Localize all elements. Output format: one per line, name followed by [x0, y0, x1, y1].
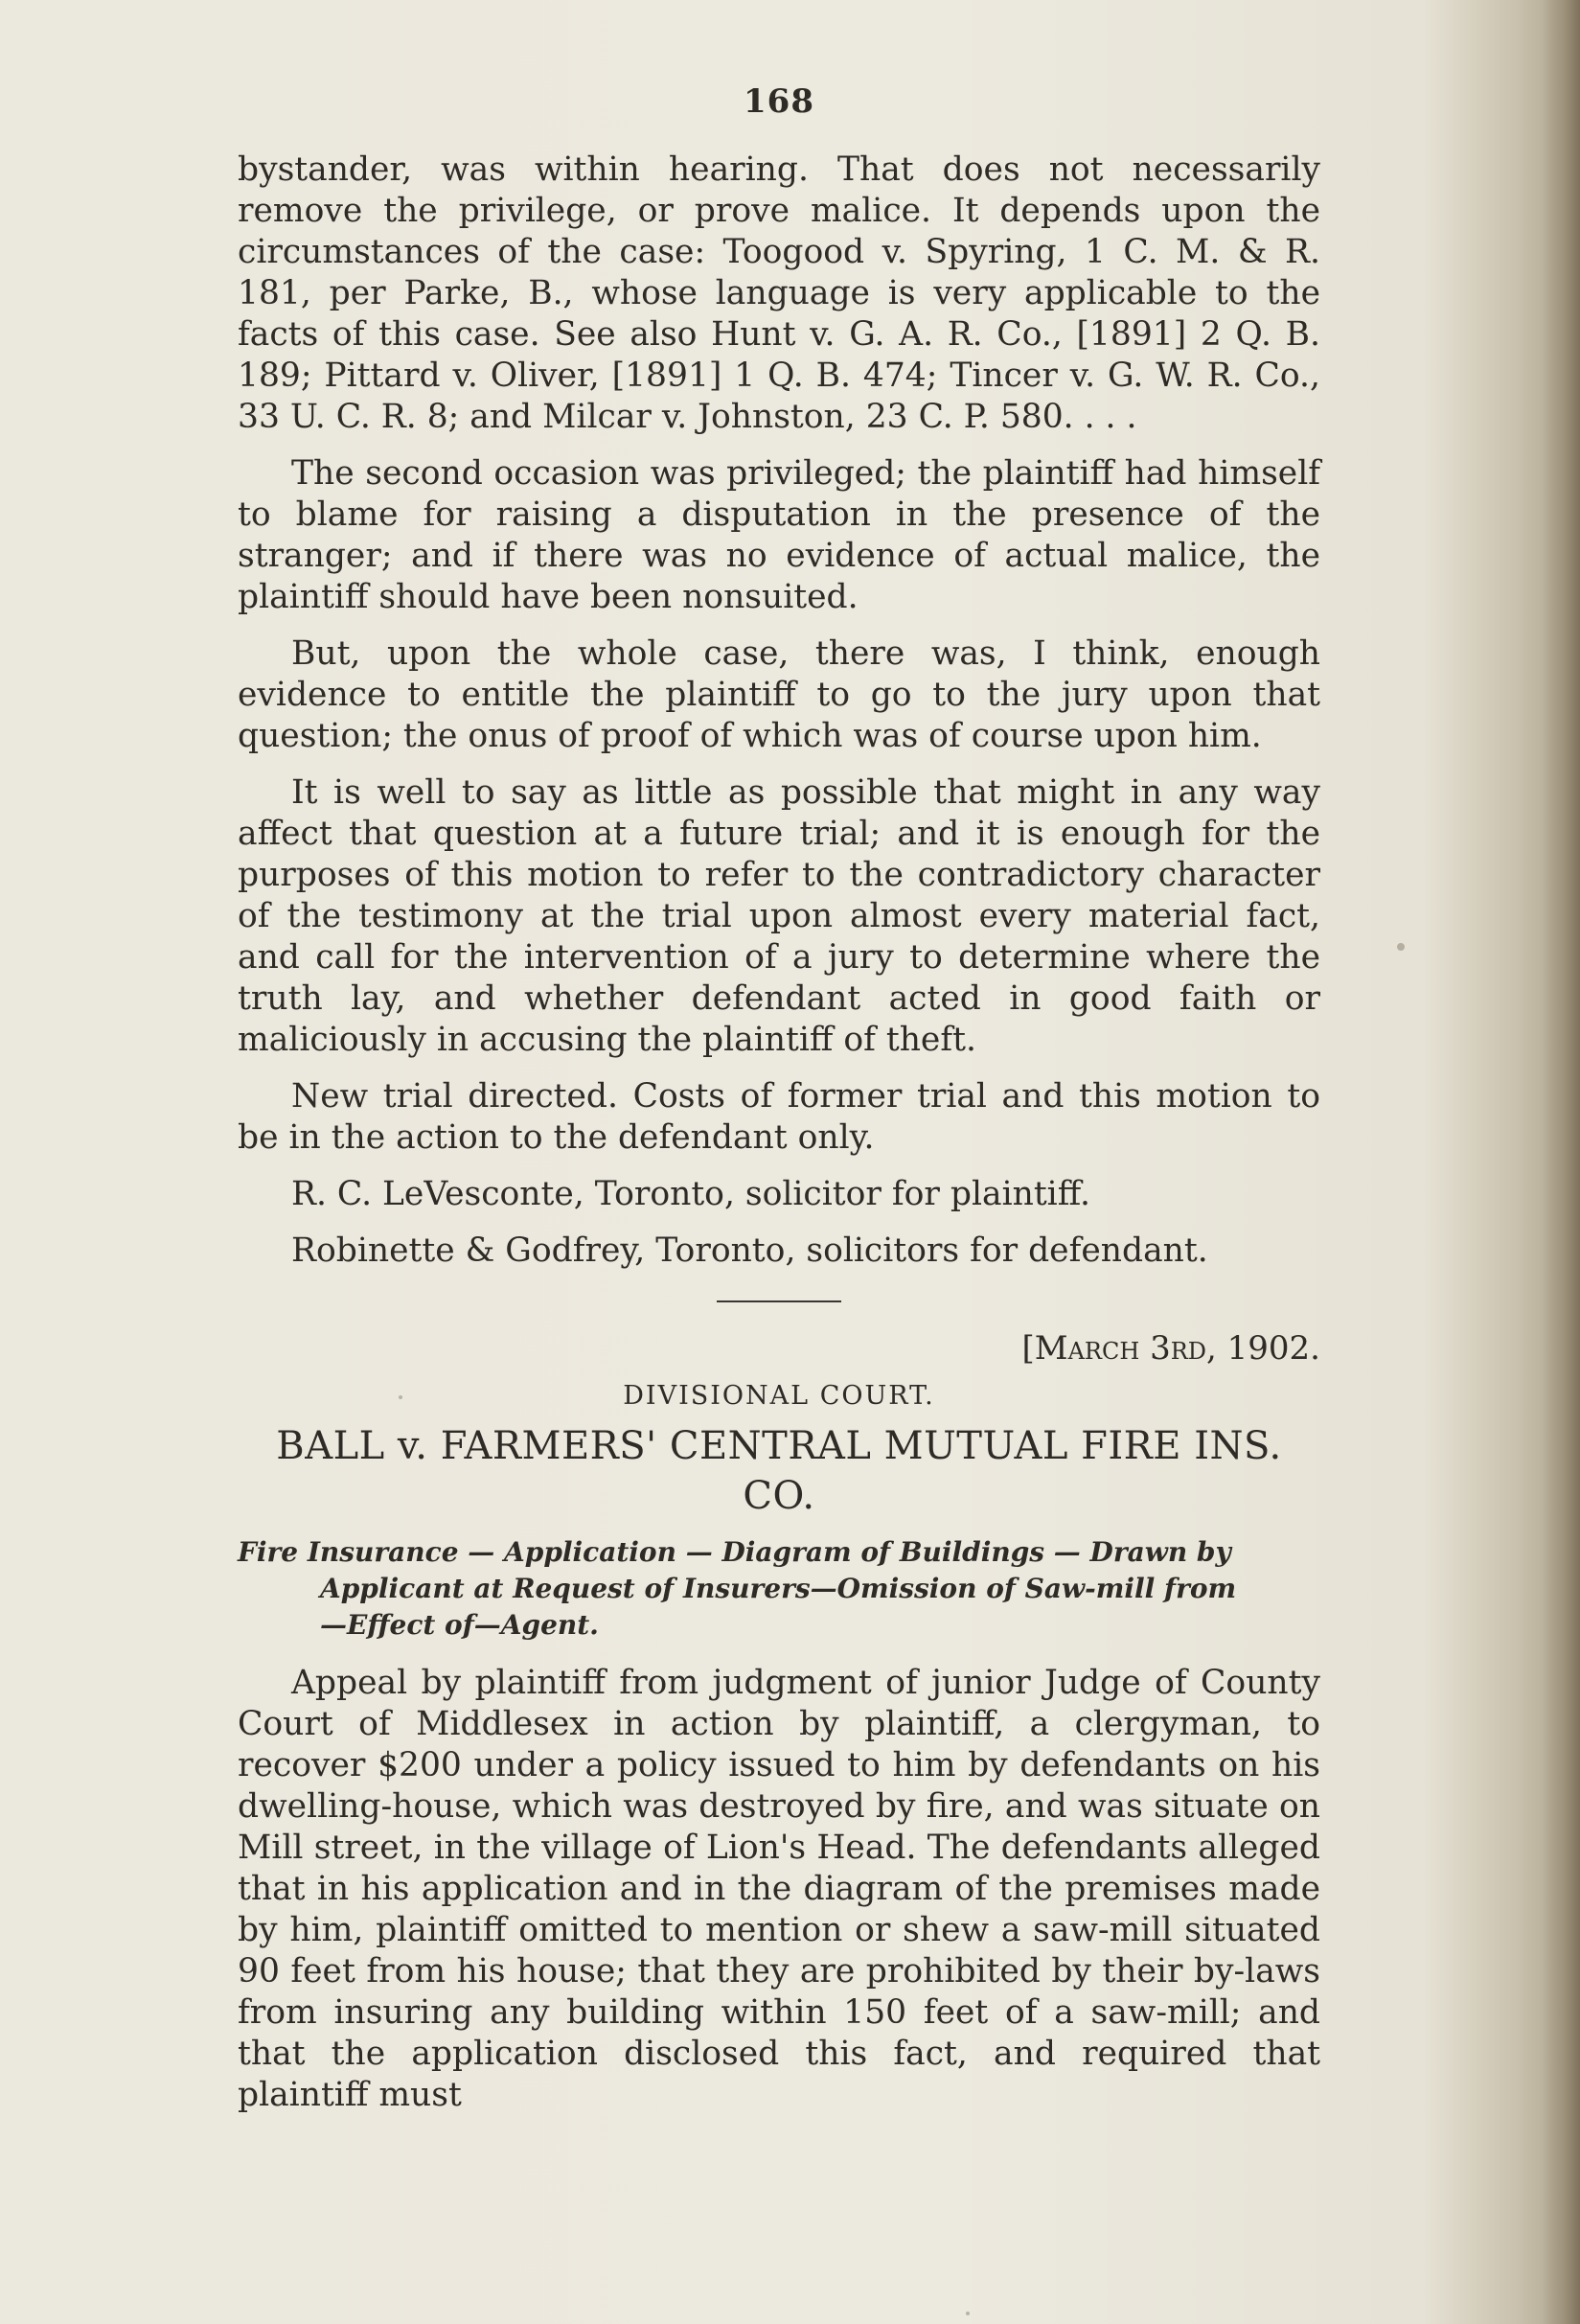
- paragraph: Appeal by plaintiff from judgment of junior Judge of County Court of Middlesex in action by plaintiff, a clergyman, to recover $200 under a policy issued to him by defendants on his dwelling-house, which was destroyed by fire, and was situate on Mill street, in the village of Lion's Head. The defendants alleged that in his application and in the diagram of the premises made by him, plaintiff omitted to mention or shew a saw-mill situated 90 feet from his house; that they are prohibited by their by-laws from insuring any building within 150 feet of a saw-mill; and that the application disclosed this fact, and required that plaintiff must: [238, 1664, 1320, 2114]
- decision-date: [March 3rd, 1902.: [1021, 1329, 1320, 1368]
- page-number: 168: [744, 82, 814, 121]
- ink-spot: [966, 2312, 970, 2315]
- section-divider: [717, 1300, 841, 1302]
- court-name: DIVISIONAL COURT.: [623, 1381, 935, 1411]
- solicitor-line: R. C. LeVesconte, Toronto, solicitor for plaintiff.: [291, 1175, 1090, 1213]
- page-content: [238, 82, 1320, 2116]
- headnote-line: —Effect of—Agent.: [320, 1609, 599, 1641]
- paragraph: New trial directed. Costs of former trial and this motion to be in the action to the defendant only.: [238, 1077, 1320, 1157]
- page-edge-shadow: [1542, 0, 1580, 2324]
- paragraph: It is well to say as little as possible that might in any way affect that question at a future trial; and it is enough for the purposes of this motion to refer to the contradictory character of the testimony at the trial upon almost every material fact, and call for the intervention of a jury to determine where the truth lay, and whether defendant acted in good faith or maliciously in accusing the plaintiff of theft.: [238, 773, 1320, 1059]
- paragraph: But, upon the whole case, there was, I think, enough evidence to entitle the plaintiff to go to the jury upon that question; the onus of proof of which was of course upon him.: [238, 634, 1320, 755]
- paragraph: bystander, was within hearing. That does not necessarily remove the privilege, or prove malice. It depends upon the circumstances of the case: Toogood v. Spyring, 1 C. M. & R. 181, per Parke, B., whose language is very applicable to the facts of this case. See also Hunt v. G. A. R. Co., [1891] 2 Q. B. 189; Pittard v. Oliver, [1891] 1 Q. B. 474; Tincer v. G. W. R. Co., 33 U. C. R. 8; and Milcar v. Johnston, 23 C. P. 580. . . .: [238, 150, 1320, 436]
- headnote: [238, 1534, 1320, 1644]
- paragraph: The second occasion was privileged; the plaintiff had himself to blame for raising a disputation in the presence of the stranger; and if there was no evidence of actual malice, the plaintiff should have been nonsuited.: [238, 454, 1320, 616]
- ink-spot: [1397, 943, 1405, 951]
- solicitor-line: Robinette & Godfrey, Toronto, solicitors for defendant.: [291, 1231, 1208, 1270]
- headnote-line: Applicant at Request of Insurers—Omission of Saw-mill from: [320, 1573, 1237, 1604]
- headnote-line: Fire Insurance — Application — Diagram of Buildings — Drawn by: [238, 1536, 1231, 1568]
- case-title: BALL v. FARMERS' CENTRAL MUTUAL FIRE INS. CO.: [276, 1424, 1282, 1518]
